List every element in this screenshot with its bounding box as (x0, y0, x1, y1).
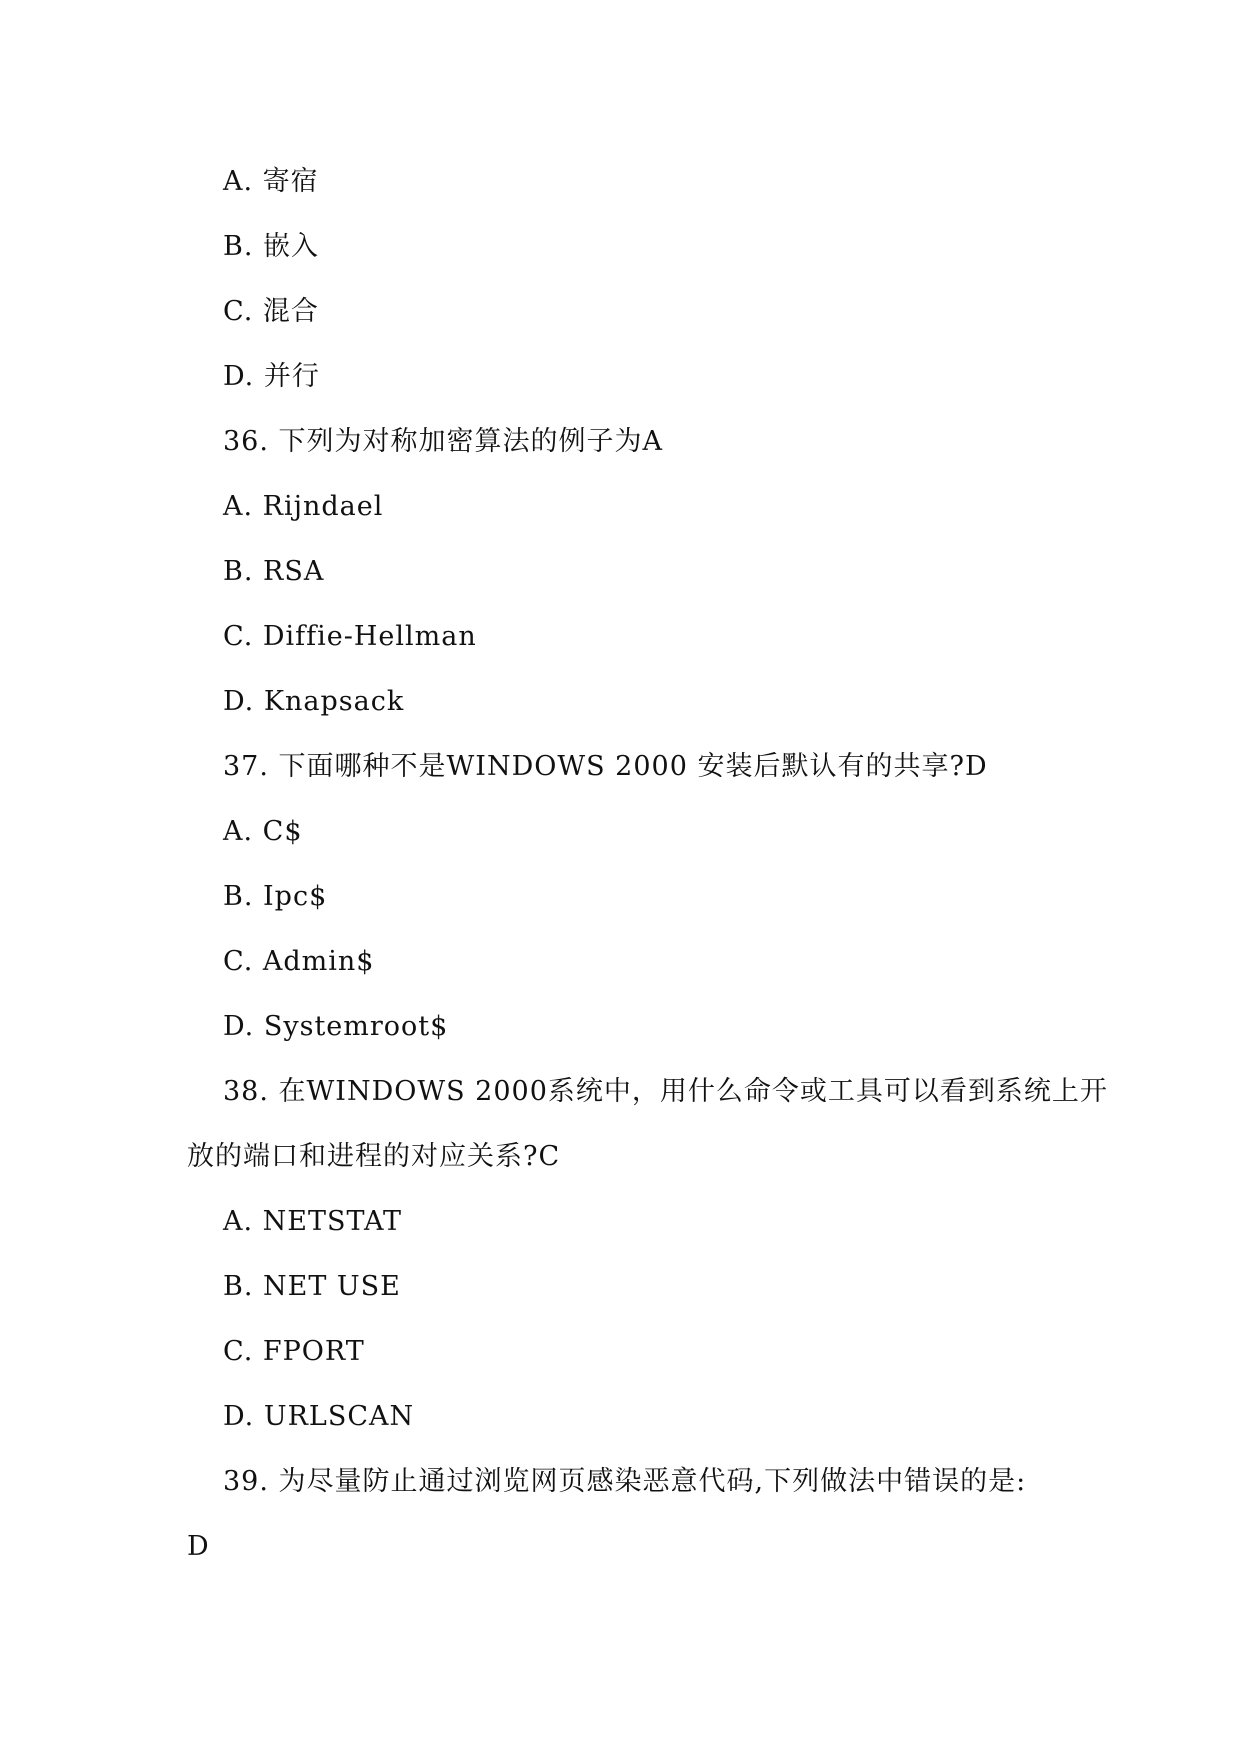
q39-text-line2: D (187, 1531, 210, 1562)
q38-option-c: C. FPORT (223, 1336, 365, 1367)
q36-option-b: B. RSA (223, 556, 325, 587)
q37-text: 37. 下面哪种不是WINDOWS 2000 安装后默认有的共享?D (223, 751, 988, 782)
q37-option-a: A. C$ (223, 816, 303, 847)
q37-option-c: C. Admin$ (223, 946, 375, 977)
q36-option-c: C. Diffie-Hellman (223, 621, 477, 652)
q35-option-b: B. 嵌入 (223, 231, 320, 262)
q36-text: 36. 下列为对称加密算法的例子为A (223, 426, 664, 457)
q38-option-d: D. URLSCAN (223, 1401, 415, 1432)
q38-option-b: B. NET USE (223, 1271, 401, 1302)
q39-text-line1: 39. 为尽量防止通过浏览网页感染恶意代码,下列做法中错误的是: (223, 1466, 1027, 1497)
q35-option-d: D. 并行 (223, 361, 320, 392)
q36-option-d: D. Knapsack (223, 686, 405, 717)
q38-text-line1: 38. 在WINDOWS 2000系统中，用什么命令或工具可以看到系统上开 (223, 1076, 1108, 1107)
q38-option-a: A. NETSTAT (223, 1206, 403, 1237)
q35-option-a: A. 寄宿 (223, 166, 319, 197)
q38-text-line2: 放的端口和进程的对应关系?C (187, 1141, 561, 1172)
q37-option-b: B. Ipc$ (223, 881, 328, 912)
q36-option-a: A. Rijndael (223, 491, 384, 522)
q35-option-c: C. 混合 (223, 296, 319, 327)
q37-option-d: D. Systemroot$ (223, 1011, 449, 1042)
